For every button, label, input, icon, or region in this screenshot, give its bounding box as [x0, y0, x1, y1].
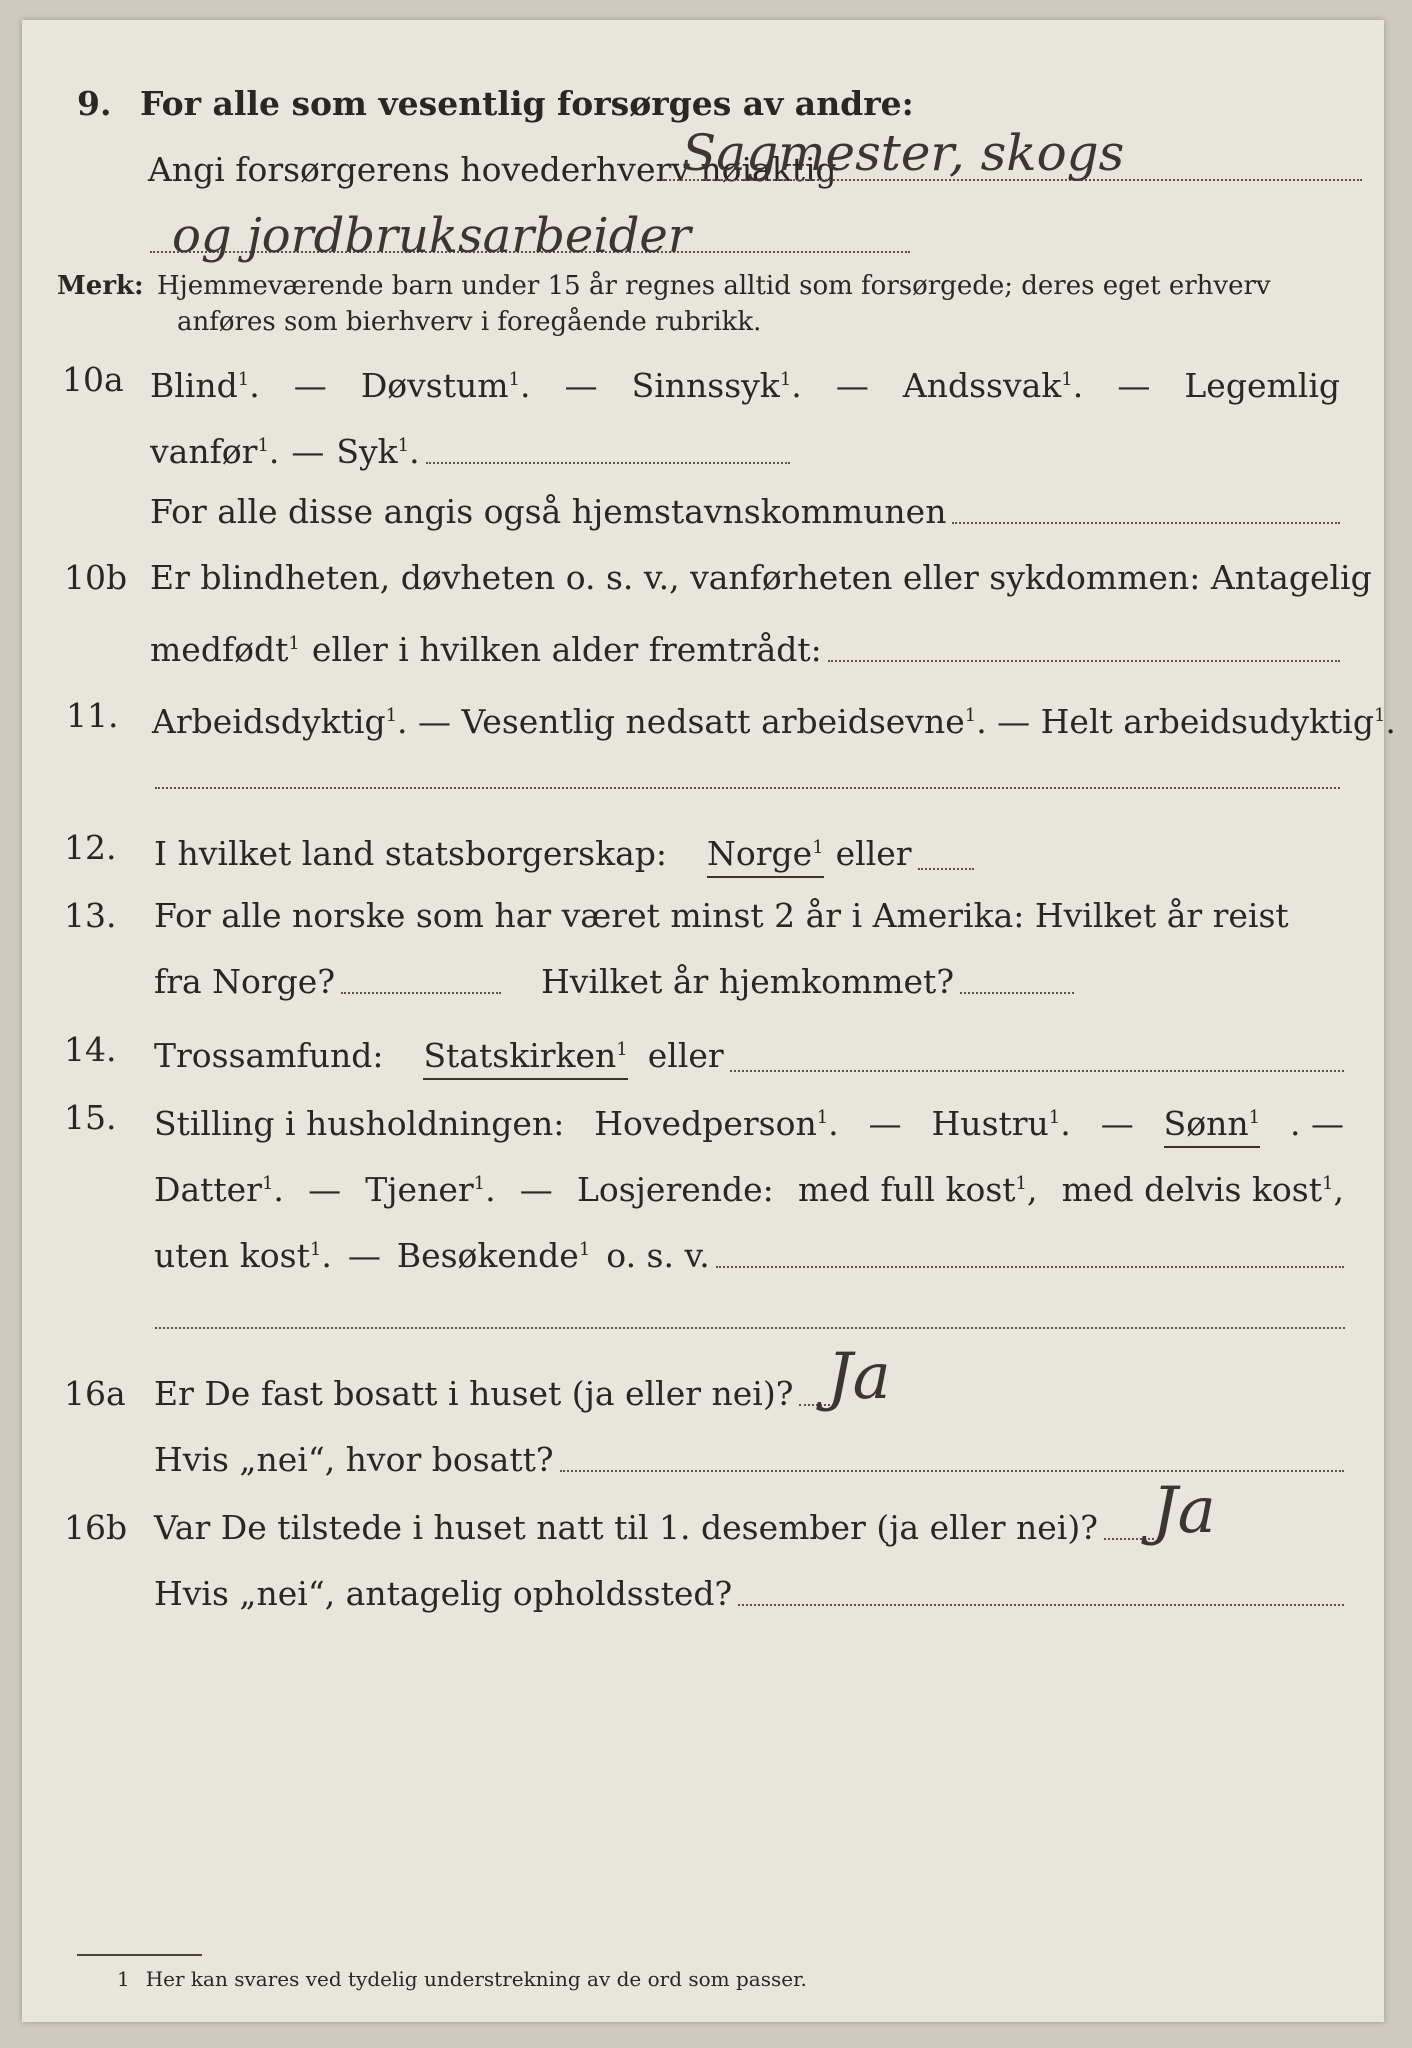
- q13-line-1: For alle norske som har været minst 2 år i Amerika: Hvilket år reist: [154, 896, 1289, 935]
- q16b-fill-1[interactable]: [1104, 1537, 1154, 1540]
- q10a-row-1: [150, 360, 1340, 406]
- q14-number: 14.: [64, 1030, 117, 1069]
- q15-row-3: [154, 1230, 1344, 1276]
- q9-label: Angi forsørgerens hovederhverv nøiaktig: [148, 150, 837, 189]
- option-norge[interactable]: Norge$^1$: [707, 828, 824, 878]
- q11-row: [152, 696, 1396, 742]
- q16a-fill-2[interactable]: [560, 1469, 1344, 1472]
- q10b-number: 10b: [64, 558, 128, 597]
- dash: . —: [1290, 1104, 1344, 1143]
- q12-fill-line[interactable]: [918, 867, 974, 870]
- merk-line-2: [177, 304, 761, 340]
- q16b-number: 16b: [64, 1508, 128, 1547]
- option-sonn[interactable]: Sønn$^1$: [1164, 1098, 1260, 1148]
- option-andssvak[interactable]: Andssvak$^1$.: [902, 366, 1084, 405]
- dash: —: [308, 1170, 342, 1209]
- option-dovstum[interactable]: Døvstum$^1$.: [360, 366, 531, 405]
- q16b-fill-2[interactable]: [738, 1603, 1344, 1606]
- q11-end: .: [1385, 702, 1396, 741]
- merk-label: [57, 268, 144, 304]
- dash: —: [347, 1236, 381, 1275]
- q10b-line-2: eller i hvilken alder fremtrådt:: [311, 630, 822, 669]
- q15-label: Stilling i husholdningen:: [154, 1104, 565, 1143]
- merk-line-1: [157, 268, 1271, 304]
- dash: —: [868, 1104, 902, 1143]
- q13-fra-fill[interactable]: [341, 991, 501, 994]
- option-arbeidsdyktig[interactable]: Arbeidsdyktig$^1$: [152, 702, 398, 741]
- footnote-mark: 1: [117, 1967, 130, 1991]
- option-tjener[interactable]: Tjener$^1$.: [365, 1170, 496, 1209]
- q13-fra-label: fra Norge?: [154, 962, 336, 1001]
- q12-eller: eller: [835, 834, 912, 873]
- q10a-number: 10a: [62, 360, 124, 399]
- q9-handwritten-answer-1: Sagmester, skogs: [682, 124, 1125, 182]
- q16b-label-1: Var De tilstede i huset natt til 1. desember (ja eller nei)?: [154, 1508, 1098, 1547]
- hjemstavn-fill-line[interactable]: [952, 521, 1340, 524]
- q15-osv: o. s. v.: [606, 1236, 710, 1275]
- q9-handwritten-answer-2: og jordbruksarbeider: [172, 208, 691, 264]
- form-page: [22, 20, 1396, 2022]
- option-syk[interactable]: Syk$^1$.: [336, 432, 420, 471]
- q15-fill-line[interactable]: [716, 1265, 1344, 1268]
- q13-hjem-fill[interactable]: [960, 991, 1074, 994]
- merk-line-2-text: anføres som bierhverv i foregående rubrikk.: [177, 307, 762, 337]
- q12-label: I hvilket land statsborgerskap:: [154, 834, 668, 873]
- option-sinnssyk[interactable]: Sinnssyk$^1$.: [631, 366, 802, 405]
- dash: —: [291, 432, 325, 471]
- option-uten-kost[interactable]: uten kost$^1$.: [154, 1236, 332, 1275]
- q16a-handwritten-answer: Ja: [827, 1340, 891, 1414]
- q10a-row-2: [150, 426, 790, 472]
- footnote-text: Her kan svares ved tydelig understrekning av de ord som passer.: [145, 1967, 807, 1991]
- option-udyktig[interactable]: . — Helt arbeidsudyktig$^1$: [976, 702, 1386, 741]
- option-legemlig[interactable]: Legemlig: [1184, 366, 1340, 405]
- option-medfodt[interactable]: medfødt$^1$: [150, 630, 300, 669]
- q16b-row-1: [154, 1508, 1154, 1548]
- q12-number: 12.: [64, 828, 117, 867]
- option-full-kost[interactable]: med full kost$^1$,: [797, 1170, 1038, 1209]
- q14-label: Trossamfund:: [154, 1036, 384, 1075]
- q11-fill-line[interactable]: [155, 786, 1340, 789]
- q9-title: [140, 84, 914, 124]
- option-datter[interactable]: Datter$^1$.: [154, 1170, 284, 1209]
- q16a-label-1: Er De fast bosatt i huset (ja eller nei)?: [154, 1374, 794, 1413]
- hjemstavn-label: For alle disse angis også hjemstavnskommunen: [150, 492, 947, 531]
- q13-hjem-label: Hvilket år hjemkommet?: [541, 962, 955, 1001]
- option-hustru[interactable]: Hustru$^1$.: [931, 1104, 1071, 1143]
- syk-fill-line[interactable]: [426, 461, 790, 464]
- footnote-rule: [77, 1954, 202, 1956]
- q16a-number: 16a: [64, 1374, 126, 1413]
- q16b-row-2: [154, 1574, 1344, 1614]
- dash: —: [1100, 1104, 1134, 1143]
- q9-number: 9.: [77, 84, 112, 123]
- option-nedsatt[interactable]: . — Vesentlig nedsatt arbeidsevne$^1$: [397, 702, 977, 741]
- dash: —: [1117, 366, 1151, 405]
- q11-number: 11.: [66, 696, 119, 735]
- q10b-fill-line[interactable]: [828, 659, 1340, 662]
- dash: —: [564, 366, 598, 405]
- losjerende-label: Losjerende:: [576, 1170, 774, 1209]
- q16a-label-2: Hvis „nei“, hvor bosatt?: [154, 1440, 554, 1479]
- dash: —: [293, 366, 327, 405]
- q10b-row-2: [150, 624, 1340, 670]
- q9-title-text: For alle som vesentlig forsørges av andre:: [140, 84, 914, 123]
- footnote: [117, 1964, 807, 1994]
- option-statskirken[interactable]: Statskirken$^1$: [423, 1030, 627, 1080]
- q15-row-1: [154, 1098, 1344, 1148]
- q10b-row-1: [150, 558, 1372, 598]
- q14-eller: eller: [647, 1036, 724, 1075]
- q15-row-2: [154, 1164, 1344, 1210]
- option-hovedperson[interactable]: Hovedperson$^1$.: [594, 1104, 839, 1143]
- option-delvis-kost[interactable]: med delvis kost$^1$,: [1061, 1170, 1344, 1209]
- q13-row-1: [154, 896, 1344, 936]
- q10b-line-1: Er blindheten, døvheten o. s. v., vanførheten eller sykdommen: Antagelig: [150, 558, 1372, 597]
- q13-row-2: [154, 962, 1074, 1002]
- dash: —: [835, 366, 869, 405]
- option-vanfor[interactable]: vanfør$^1$.: [150, 432, 280, 471]
- q10a-row-3: [150, 492, 1340, 532]
- q15-number: 15.: [64, 1098, 117, 1137]
- q16b-handwritten-answer: Ja: [1152, 1474, 1216, 1548]
- q15-extra-fill-line[interactable]: [155, 1326, 1345, 1329]
- dash: —: [519, 1170, 553, 1209]
- q12-row: [154, 828, 974, 878]
- q16b-label-2: Hvis „nei“, antagelig opholdssted?: [154, 1574, 733, 1613]
- option-blind[interactable]: Blind$^1$.: [150, 366, 260, 405]
- q13-number: 13.: [64, 896, 117, 935]
- q9-label-row: [148, 150, 837, 190]
- option-besokende[interactable]: Besøkende$^1$: [396, 1236, 591, 1275]
- merk-line-1-text: Hjemmeværende barn under 15 år regnes alltid som forsørgede; deres eget erhverv: [157, 271, 1271, 301]
- q14-row: [154, 1030, 1344, 1080]
- q14-fill-line[interactable]: [730, 1069, 1344, 1072]
- merk-label-text: Merk:: [57, 271, 144, 301]
- q16a-row-1: [154, 1374, 834, 1414]
